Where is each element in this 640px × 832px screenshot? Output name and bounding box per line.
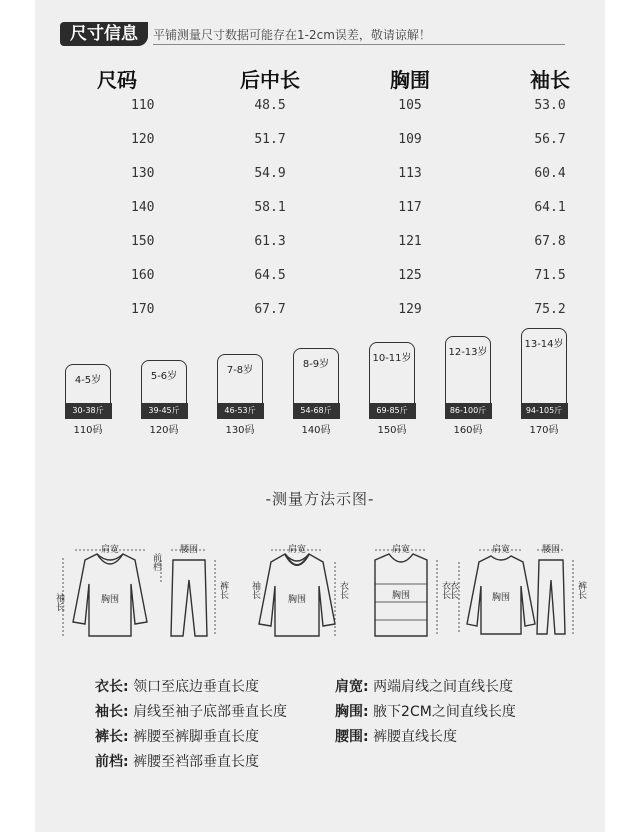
- size-badge: [293, 348, 339, 436]
- cell-chest: 125: [398, 268, 422, 283]
- label-chest: 胸围: [100, 595, 120, 605]
- badge-frame: [369, 342, 415, 418]
- cell-chest: 113: [398, 166, 422, 181]
- size-badges: [65, 320, 595, 440]
- legend-term: 衣长:: [95, 679, 129, 695]
- column-header-back-length: 后中长: [240, 68, 300, 92]
- badge-frame: [521, 328, 567, 418]
- size-badge: [369, 342, 415, 436]
- cell-size: 130: [131, 166, 155, 181]
- label-pants-length: 裤长: [218, 581, 228, 599]
- badge-size-code: 110码: [73, 425, 103, 436]
- badge-frame: [293, 348, 339, 418]
- cell-size: 160: [131, 268, 155, 283]
- column-header-size: 尺码: [97, 68, 137, 92]
- size-badge: [141, 360, 187, 436]
- label-length: 衣长: [440, 581, 450, 599]
- legend-term: 腰围:: [335, 729, 369, 745]
- legend-desc: 裤腰直线长度: [373, 729, 458, 745]
- cell-chest: 117: [398, 200, 422, 215]
- cell-size: 120: [131, 132, 155, 147]
- legend-desc: 两端肩线之间直线长度: [373, 679, 514, 695]
- legend-desc: 裤腰至裤脚垂直长度: [133, 729, 260, 745]
- badge-weight: 39-45斤: [141, 403, 188, 419]
- cell-chest: 129: [398, 302, 422, 317]
- label-shoulder: 肩宽: [491, 545, 511, 555]
- legend-item-pants: [95, 726, 259, 746]
- size-table: [65, 64, 575, 336]
- badge-age: 12-13岁: [448, 347, 488, 358]
- label-chest: 胸围: [391, 591, 411, 601]
- badge-size-code: 170码: [529, 425, 559, 436]
- label-shoulder: 肩宽: [100, 545, 120, 555]
- legend-term: 胸围:: [335, 704, 369, 720]
- cell-sleeve: 60.4: [534, 166, 566, 181]
- cell-chest: 121: [398, 234, 422, 249]
- badge-age: 13-14岁: [524, 339, 564, 350]
- measurement-legend: [95, 676, 575, 776]
- badge-frame: [217, 354, 263, 418]
- cell-size: 110: [131, 98, 155, 113]
- label-chest: 胸围: [287, 595, 307, 605]
- legend-row: [95, 701, 575, 726]
- badge-age: 5-6岁: [150, 371, 178, 382]
- badge-age: 8-9岁: [302, 359, 330, 370]
- cell-sleeve: 67.8: [534, 234, 566, 249]
- badge-weight: 30-38斤: [65, 403, 112, 419]
- label-length: 衣长: [338, 581, 348, 599]
- table-row: [65, 98, 575, 132]
- cell-chest: 105: [398, 98, 422, 113]
- legend-item-sleeve: [95, 701, 287, 721]
- table-row: [65, 268, 575, 302]
- badge-size-code: 130码: [225, 425, 255, 436]
- cell-sleeve: 56.7: [534, 132, 566, 147]
- measurement-diagrams: [35, 540, 605, 650]
- sweatshirt-diagram: [448, 543, 535, 634]
- label-shoulder: 肩宽: [391, 545, 411, 555]
- cell-back-length: 58.1: [254, 200, 286, 215]
- legend-term: 袖长:: [95, 704, 129, 720]
- legend-row: [95, 676, 575, 701]
- column-header-chest: 胸围: [390, 68, 430, 92]
- legend-term: 裤长:: [95, 729, 129, 745]
- cell-back-length: 48.5: [254, 98, 286, 113]
- size-badge: [521, 328, 567, 436]
- hoodie-diagram: [54, 543, 147, 636]
- badge-weight: 86-100斤: [445, 403, 492, 419]
- badge-size-code: 150码: [377, 425, 407, 436]
- size-info-header: [60, 20, 565, 48]
- cell-back-length: 61.3: [254, 234, 286, 249]
- size-badge: [65, 364, 111, 436]
- jogger-diagram: [537, 544, 587, 634]
- badge-size-code: 120码: [149, 425, 179, 436]
- label-length: 衣长: [448, 581, 458, 599]
- cell-back-length: 51.7: [254, 132, 286, 147]
- column-header-sleeve: 袖长: [530, 68, 570, 92]
- label-waist: 腰围: [541, 545, 561, 555]
- badge-frame: [445, 336, 491, 418]
- legend-item-length: [95, 676, 259, 696]
- badge-size-code: 160码: [453, 425, 483, 436]
- badge-age: 7-8岁: [226, 365, 254, 376]
- cell-sleeve: 75.2: [534, 302, 566, 317]
- vest-diagram: [375, 543, 451, 636]
- legend-row: [95, 751, 575, 776]
- pants-diagram: [151, 544, 229, 636]
- hooded-sweatshirt-diagram: [250, 543, 349, 636]
- legend-item-shoulder: [335, 676, 513, 696]
- label-waist: 腰围: [179, 545, 199, 555]
- table-row: [65, 166, 575, 200]
- cell-back-length: 54.9: [254, 166, 286, 181]
- legend-term: 前档:: [95, 754, 129, 770]
- header-divider: [153, 44, 565, 45]
- legend-desc: 裤腰至裆部垂直长度: [133, 754, 260, 770]
- badge-size-code: 140码: [301, 425, 331, 436]
- badge-weight: 46-53斤: [217, 403, 264, 419]
- table-row: [65, 234, 575, 268]
- cell-back-length: 67.7: [254, 302, 286, 317]
- badge-age: 4-5岁: [74, 375, 102, 386]
- label-sleeve: 袖长: [250, 581, 260, 599]
- cell-sleeve: 64.1: [534, 200, 566, 215]
- badge-frame: [141, 360, 187, 418]
- size-info-tag: 尺寸信息: [60, 22, 148, 46]
- badge-weight: 69-85斤: [369, 403, 416, 419]
- legend-item-chest: [335, 701, 516, 721]
- measurement-method-title: -测量方法示图-: [265, 490, 375, 508]
- cell-size: 150: [131, 234, 155, 249]
- label-pants-length: 裤长: [576, 581, 586, 599]
- size-badge: [217, 354, 263, 436]
- label-sleeve: 袖长: [54, 593, 64, 611]
- legend-item-waist: [335, 726, 457, 746]
- legend-item-rise: [95, 751, 259, 771]
- table-header-row: [65, 64, 575, 98]
- badge-frame: [65, 364, 111, 418]
- legend-row: [95, 726, 575, 751]
- cell-back-length: 64.5: [254, 268, 286, 283]
- legend-desc: 领口至底边垂直长度: [133, 679, 260, 695]
- cell-chest: 109: [398, 132, 422, 147]
- label-rise: 前档: [151, 553, 161, 571]
- cell-sleeve: 53.0: [534, 98, 566, 113]
- label-chest: 胸围: [491, 593, 511, 603]
- badge-age: 10-11岁: [372, 353, 412, 364]
- table-row: [65, 132, 575, 166]
- cell-sleeve: 71.5: [534, 268, 566, 283]
- size-chart-page: [35, 0, 605, 832]
- legend-desc: 腋下2CM之间直线长度: [373, 704, 516, 720]
- cell-size: 170: [131, 302, 155, 317]
- label-shoulder: 肩宽: [287, 545, 307, 555]
- cell-size: 140: [131, 200, 155, 215]
- legend-term: 肩宽:: [335, 679, 369, 695]
- table-row: [65, 200, 575, 234]
- badge-weight: 54-68斤: [293, 403, 340, 419]
- legend-desc: 肩线至袖子底部垂直长度: [133, 704, 288, 720]
- badge-weight: 94-105斤: [521, 403, 568, 419]
- size-badge: [445, 336, 491, 436]
- measurement-error-note: 平铺测量尺寸数据可能存在1-2cm误差，敬请谅解！: [153, 28, 431, 42]
